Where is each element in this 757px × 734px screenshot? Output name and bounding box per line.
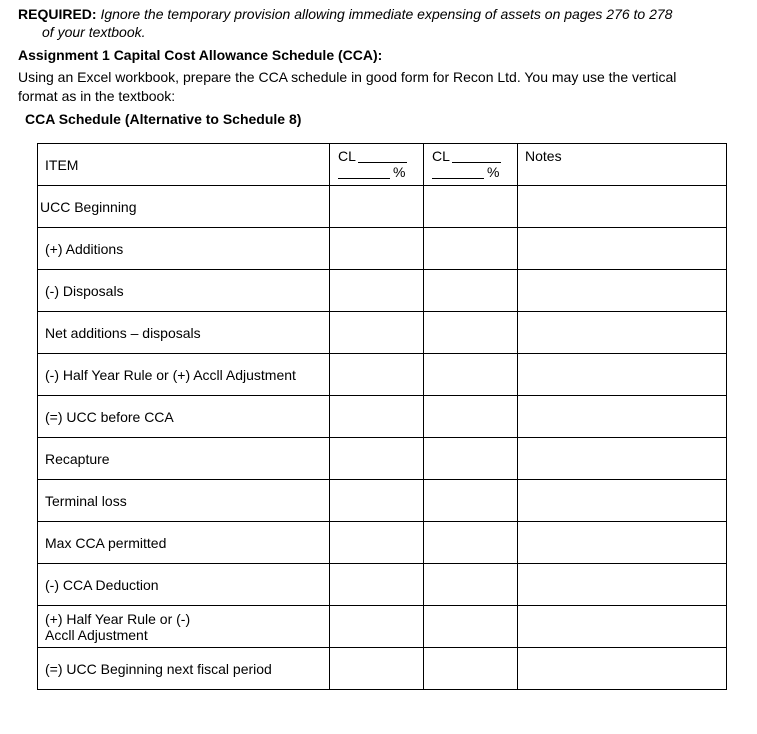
cell [424,312,518,354]
row-label: (=) UCC Beginning next fiscal period [38,648,330,690]
assignment-body-line-1: Using an Excel workbook, prepare the CCA schedule in good form for Recon Ltd. You may use the vertical [18,69,677,85]
table-row [38,312,727,354]
header-cl-1: CL [338,148,356,164]
header-notes: Notes [518,144,727,186]
table-row [38,186,727,228]
cell [518,354,727,396]
row-label: (+) Half Year Rule or (-) Accll Adjustment [38,606,330,648]
table-row [38,270,727,312]
table-header-row [38,144,727,186]
cell [518,270,727,312]
row-label: Terminal loss [38,480,330,522]
cell [330,396,424,438]
row-label: (-) Disposals [38,270,330,312]
cell [518,648,727,690]
cell [518,396,727,438]
underline [358,162,407,163]
cell [424,648,518,690]
cell [330,270,424,312]
header-class-2 [424,144,518,186]
cell [518,228,727,270]
cell [424,186,518,228]
cell [518,480,727,522]
schedule-title: CCA Schedule (Alternative to Schedule 8) [25,111,302,127]
cell [330,480,424,522]
header-cl-2: CL [432,148,450,164]
cell [330,648,424,690]
row-label: Max CCA permitted [38,522,330,564]
cell [424,270,518,312]
header-class-1 [330,144,424,186]
row-label: Net additions – disposals [38,312,330,354]
table-row [38,228,727,270]
cell [518,186,727,228]
table-row [38,648,727,690]
cca-schedule-table [37,143,727,690]
cell [424,606,518,648]
cell [330,522,424,564]
underline [452,162,501,163]
cell [330,564,424,606]
cell [424,522,518,564]
table-row [38,354,727,396]
cell [330,438,424,480]
cell [330,606,424,648]
required-line-2: of your textbook. [42,24,146,40]
cell [424,228,518,270]
row-label: (-) CCA Deduction [38,564,330,606]
row-label: UCC Beginning [38,186,330,228]
cell [330,354,424,396]
cell [518,606,727,648]
underline [338,178,390,179]
cell [424,564,518,606]
cell [518,438,727,480]
required-label: REQUIRED: [18,6,97,22]
row-label: (+) Additions [38,228,330,270]
assignment-body-line-2: format as in the textbook: [18,88,176,104]
table-row [38,522,727,564]
underline [432,178,484,179]
cell [518,564,727,606]
table-row [38,480,727,522]
required-line-1 [18,5,672,23]
cell [330,186,424,228]
header-item: ITEM [38,144,330,186]
cell [518,312,727,354]
assignment-title: Assignment 1 Capital Cost Allowance Schedule (CCA): [18,47,383,63]
cell [518,522,727,564]
table-row [38,438,727,480]
header-pct-1: % [393,164,406,180]
table-row [38,606,727,648]
cell [330,312,424,354]
header-pct-2: % [487,164,500,180]
cell [424,438,518,480]
row-label: Recapture [38,438,330,480]
table-row [38,396,727,438]
row-label: (=) UCC before CCA [38,396,330,438]
required-text: Ignore the temporary provision allowing immediate expensing of assets on pages 276 to 278 [100,6,673,22]
cell [330,228,424,270]
cell [424,480,518,522]
cell [424,354,518,396]
table-row [38,564,727,606]
cell [424,396,518,438]
row-label: (-) Half Year Rule or (+) Accll Adjustment [38,354,330,396]
